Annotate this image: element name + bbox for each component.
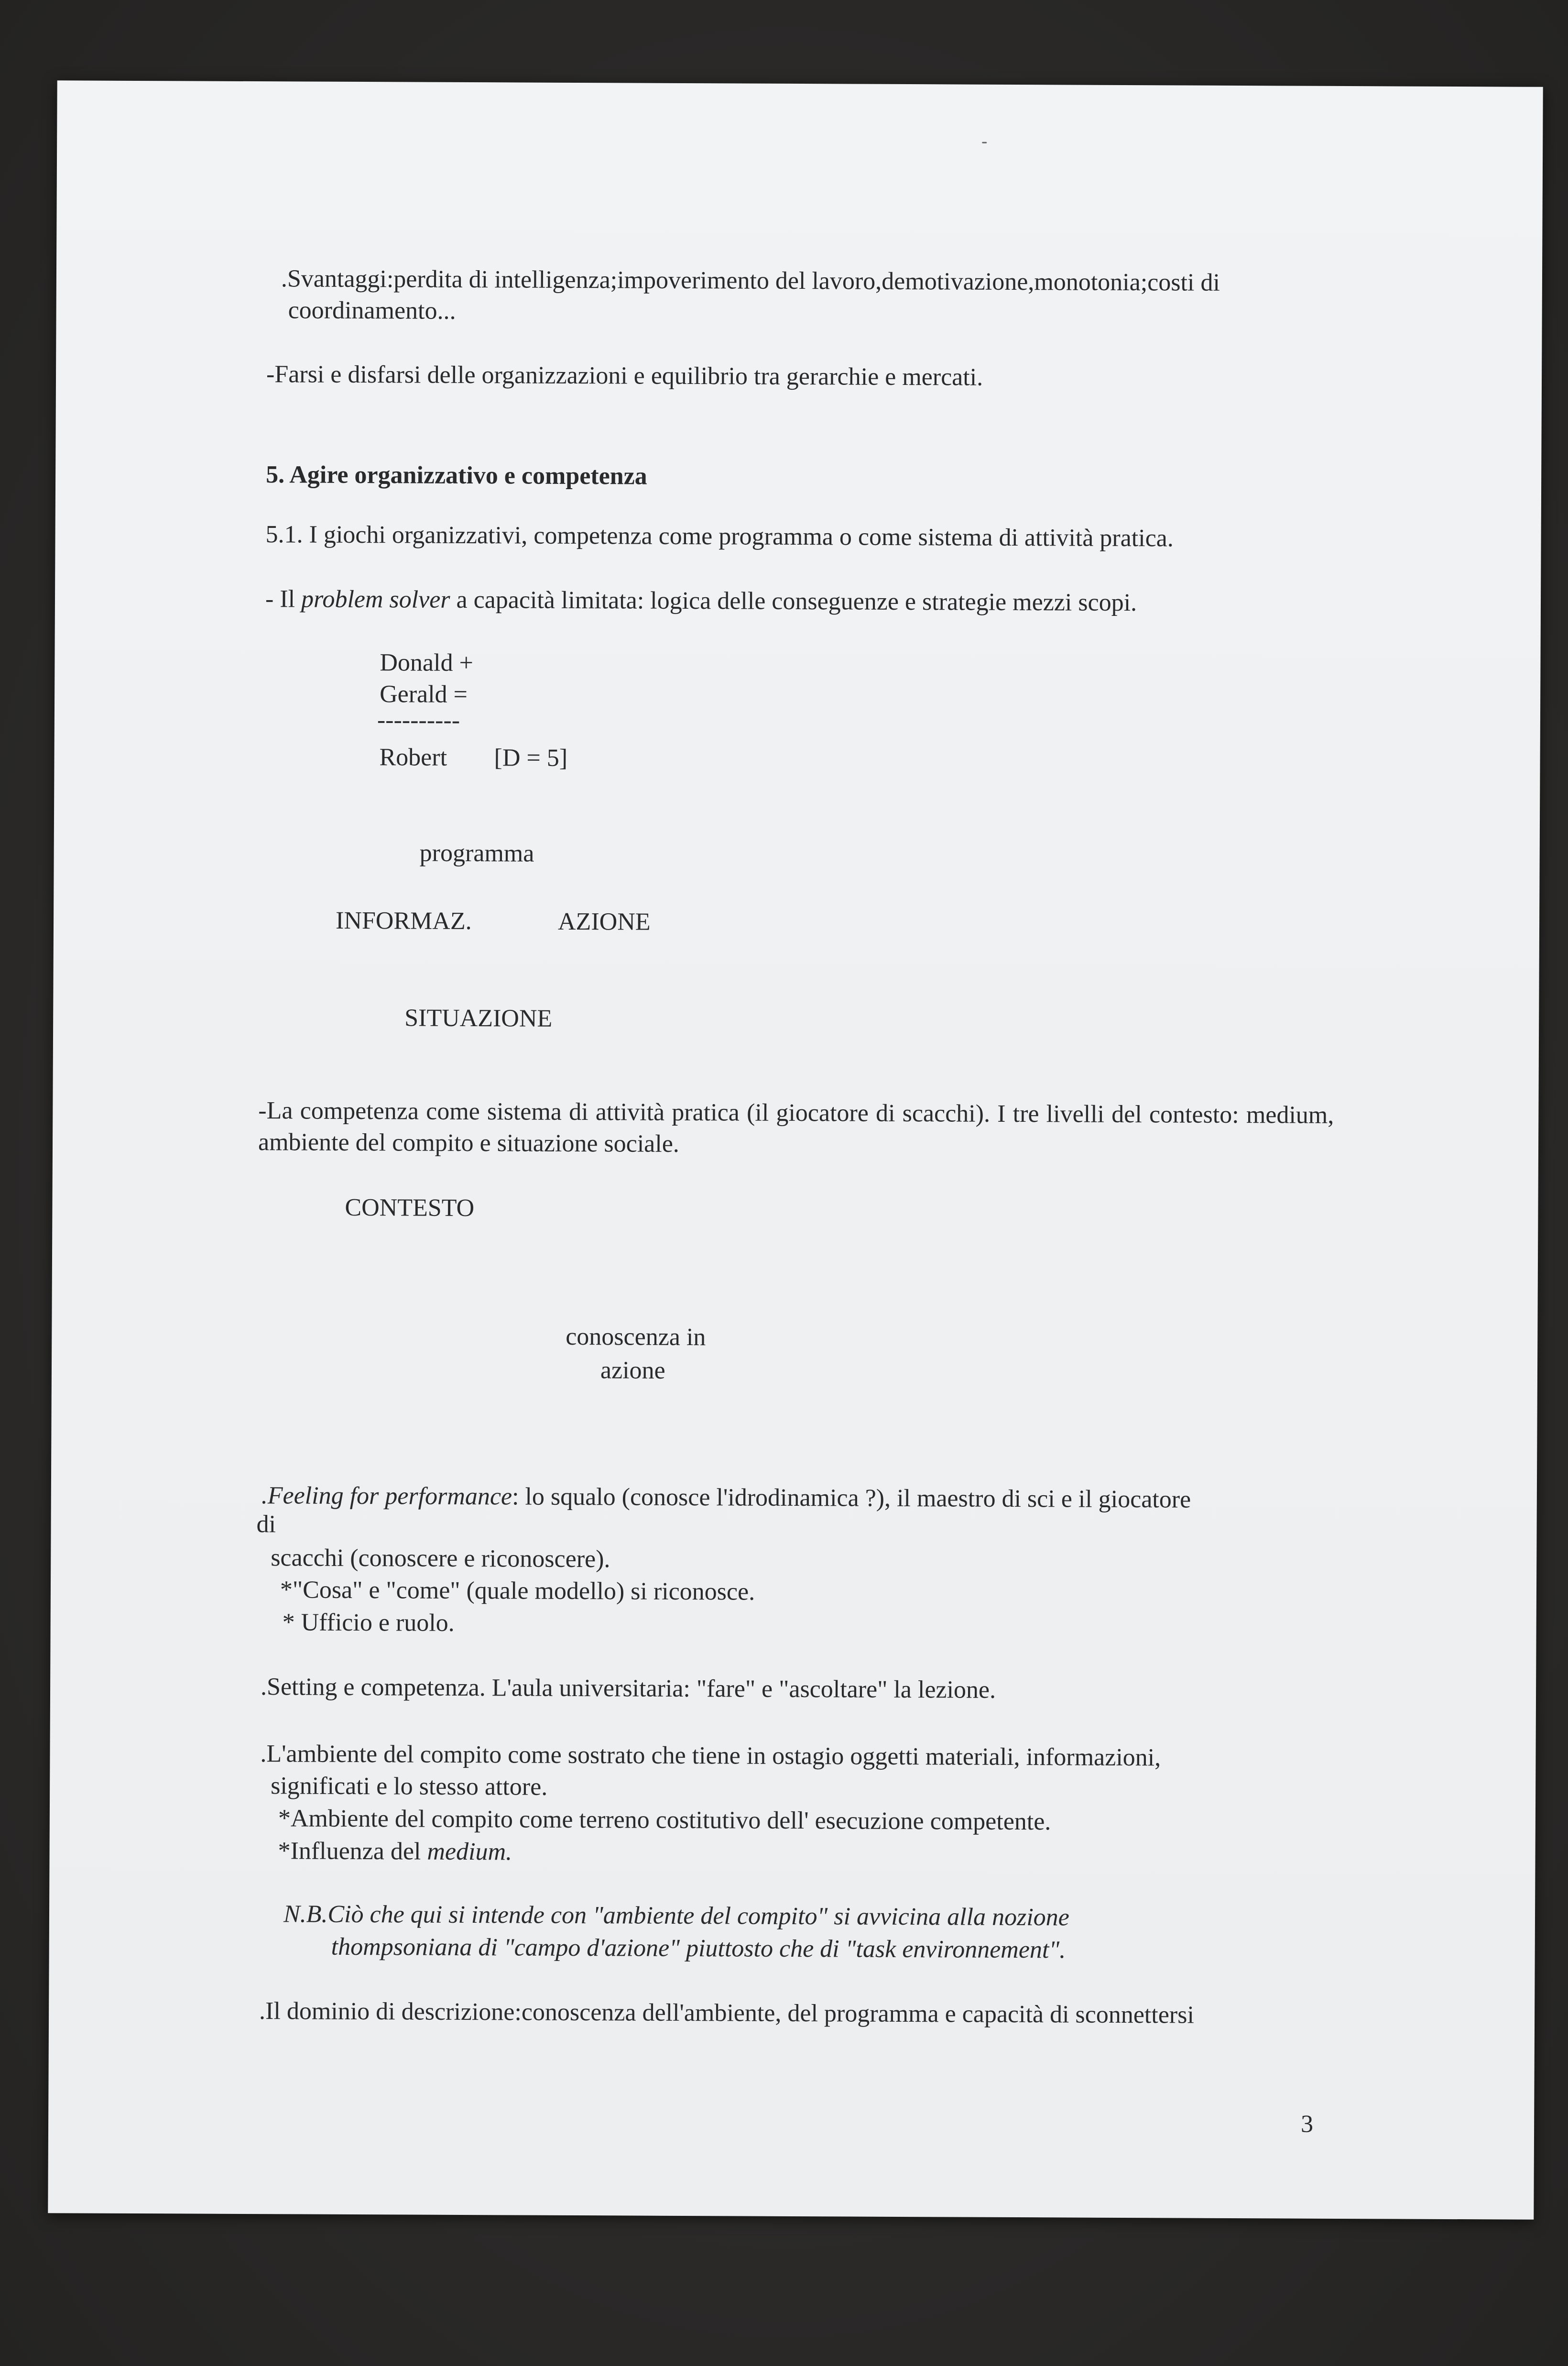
problem-solver-suffix: a capacità limitata: logica delle conseguenze e strategie mezzi scopi. xyxy=(450,586,1137,617)
feeling-bullet-2: * Ufficio e ruolo. xyxy=(282,1609,455,1637)
diagram-conoscenza-label: conoscenza in xyxy=(566,1323,706,1351)
setting-line: .Setting e competenza. L'aula universitaria: "fare" e "ascoltare" la lezione. xyxy=(260,1673,996,1704)
page-number: 3 xyxy=(1300,2110,1314,2138)
subsection-title: 5.1. I giochi organizzativi, competenza come programma o come sistema di attività pratica. xyxy=(265,521,1174,552)
diagram-informaz-label: INFORMAZ. xyxy=(335,907,472,935)
ambiente-bullet-2 xyxy=(278,1835,512,1868)
problem-solver-emphasis: problem solver xyxy=(301,585,450,613)
nota-bene-line-1: N.B.Ciò che qui si intende con "ambiente del compito" si avvicina alla nozione xyxy=(283,1900,1069,1931)
feeling-bullet-1: *"Cosa" e "come" (quale modello) si riconosce. xyxy=(280,1576,755,1606)
feeling-di: di xyxy=(256,1511,276,1538)
feeling-line xyxy=(261,1480,1191,1515)
diagram-azione-label: AZIONE xyxy=(557,908,651,936)
feeling-text: : lo squalo (conosce l'idrodinamica ?), il maestro di sci e il giocatore xyxy=(512,1483,1191,1513)
farsi-line: -Farsi e disfarsi delle organizzazioni e equilibrio tra gerarchie e mercati. xyxy=(266,361,983,391)
puzzle-line-2: Gerald = xyxy=(380,680,468,708)
puzzle-result: Robert xyxy=(379,744,447,771)
problem-solver-prefix: - Il xyxy=(265,585,302,613)
competenza-paragraph: -La competenza come sistema di attività pratica (il giocatore di scacchi). I tre livelli del contesto: medium, ambiente del compito e situazione sociale. xyxy=(258,1097,1334,1158)
feeling-emphasis: .Feeling for performance xyxy=(261,1482,512,1511)
puzzle-rule: ---------- xyxy=(377,706,460,734)
ambiente-bullet-2-emphasis: medium. xyxy=(427,1838,512,1866)
puzzle-hint: [D = 5] xyxy=(494,744,568,772)
svantaggi-continuation: coordinamento... xyxy=(288,296,456,325)
feeling-line-2: scacchi (conoscere e riconoscere). xyxy=(271,1544,610,1573)
section-heading: 5. Agire organizzativo e competenza xyxy=(266,461,647,490)
ambiente-line-2: significati e lo stesso attore. xyxy=(271,1772,548,1801)
puzzle-line-1: Donald + xyxy=(380,649,473,677)
nota-bene-line-2: thompsoniana di "campo d'azione" piuttosto che di "task environnement". xyxy=(331,1933,1066,1964)
diagram-contesto-label: CONTESTO xyxy=(345,1194,475,1222)
paper-speck xyxy=(982,142,987,143)
diagram-azione-center-label: azione xyxy=(600,1357,665,1384)
ambiente-bullet-2-prefix: *Influenza del xyxy=(278,1837,427,1865)
dominio-line: .Il dominio di descrizione:conoscenza dell'ambiente, del programma e capacità di sconnettersi xyxy=(259,1997,1194,2029)
diagram-situazione-label: SITUAZIONE xyxy=(404,1004,553,1032)
ambiente-line-1: .L'ambiente del compito come sostrato che tiene in ostagio oggetti materiali, informazioni, xyxy=(260,1740,1161,1772)
diagram-programma-label: programma xyxy=(419,839,534,867)
problem-solver-line xyxy=(265,583,1137,619)
svantaggi-line: .Svantaggi:perdita di intelligenza;impoverimento del lavoro,demotivazione,monotonia;costi di xyxy=(281,265,1220,296)
ambiente-bullet-1: *Ambiente del compito come terreno costitutivo dell' esecuzione competente. xyxy=(278,1805,1051,1836)
document-page xyxy=(48,80,1543,2220)
